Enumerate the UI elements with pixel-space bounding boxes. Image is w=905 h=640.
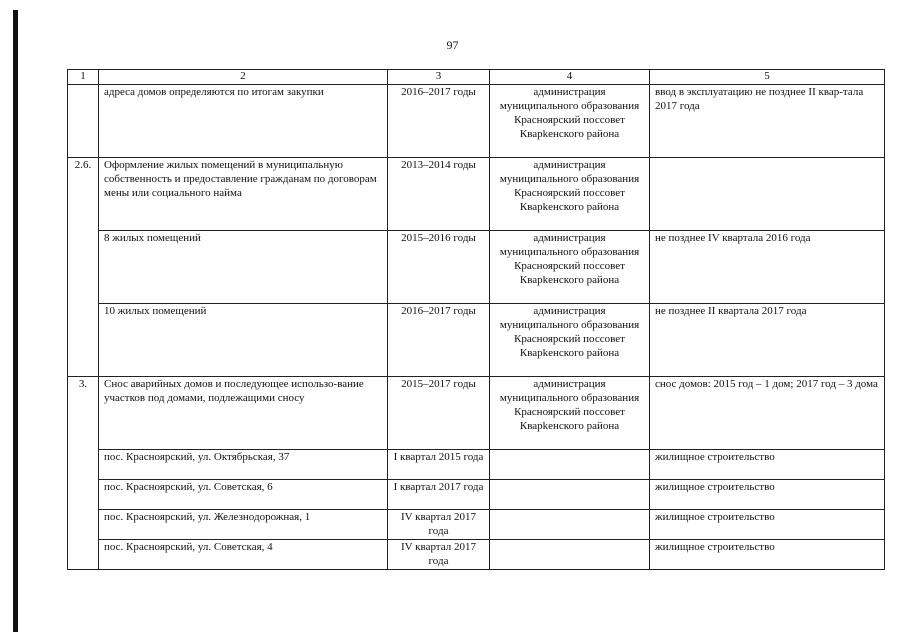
table-row <box>68 377 885 450</box>
row-number <box>68 480 99 510</box>
executor <box>490 450 650 480</box>
row-number <box>68 231 99 304</box>
result: не позднее IV квартала 2016 года <box>650 231 885 304</box>
period: 2016–2017 годы <box>388 304 490 377</box>
period: 2013–2014 годы <box>388 158 490 231</box>
program-table <box>67 69 885 570</box>
measure-name: пос. Красноярский, ул. Советская, 4 <box>99 540 388 570</box>
executor: администрация муниципального образования Красноярский поссовет Кварkенского района <box>490 85 650 158</box>
result: жилищное строительство <box>650 510 885 540</box>
measure-name: пос. Красноярский, ул. Железнодорожная, 1 <box>99 510 388 540</box>
result <box>650 158 885 231</box>
row-number <box>68 540 99 570</box>
measure-name: Оформление жилых помещений в муниципальную собственность и предоставление гражданам по договорам мены или социального найма <box>99 158 388 231</box>
row-number <box>68 450 99 480</box>
header-col-3: 3 <box>388 70 490 85</box>
period: 2015–2017 годы <box>388 377 490 450</box>
period: I квартал 2015 года <box>388 450 490 480</box>
header-col-4: 4 <box>490 70 650 85</box>
period: 2015–2016 годы <box>388 231 490 304</box>
binding-edge-line <box>13 10 18 632</box>
result: ввод в эксплуатацию не позднее II квар-тала 2017 года <box>650 85 885 158</box>
table-row <box>68 158 885 231</box>
executor: администрация муниципального образования Красноярский поссовет Кварkенского района <box>490 231 650 304</box>
table-row <box>68 231 885 304</box>
period: IV квартал 2017 года <box>388 510 490 540</box>
table-row <box>68 304 885 377</box>
table-row <box>68 450 885 480</box>
executor <box>490 510 650 540</box>
measure-name: пос. Красноярский, ул. Советская, 6 <box>99 480 388 510</box>
result: жилищное строительство <box>650 450 885 480</box>
measure-name: Снос аварийных домов и последующее использо-вание участков под домами, подлежащими сносу <box>99 377 388 450</box>
row-number <box>68 85 99 158</box>
executor: администрация муниципального образования Красноярский поссовет Кварkенского района <box>490 304 650 377</box>
result-text: снос домов: 2015 год – 1 дом; 2017 год – 3 дома <box>655 378 878 390</box>
measure-name: 8 жилых помещений <box>99 231 388 304</box>
executor <box>490 540 650 570</box>
header-col-2: 2 <box>99 70 388 85</box>
table-row <box>68 85 885 158</box>
period: I квартал 2017 года <box>388 480 490 510</box>
executor <box>490 480 650 510</box>
table-row <box>68 540 885 570</box>
table-row <box>68 480 885 510</box>
page-number: 97 <box>446 38 459 52</box>
period: 2016–2017 годы <box>388 85 490 158</box>
row-number <box>68 510 99 540</box>
result: жилищное строительство <box>650 540 885 570</box>
executor: администрация муниципального образования Красноярский поссовет Кварkенского района <box>490 158 650 231</box>
result: жилищное строительство <box>650 480 885 510</box>
row-number: 3. <box>68 377 99 450</box>
header-col-1: 1 <box>68 70 99 85</box>
row-number: 2.6. <box>68 158 99 231</box>
result: не позднее II квартала 2017 года <box>650 304 885 377</box>
measure-name: пос. Красноярский, ул. Октябрьская, 37 <box>99 450 388 480</box>
table-row <box>68 510 885 540</box>
result <box>650 377 885 450</box>
executor: администрация муниципального образования Красноярский поссовет Кварkенского района <box>490 377 650 450</box>
period: IV квартал 2017 года <box>388 540 490 570</box>
measure-name: адреса домов определяются по итогам закупки <box>99 85 388 158</box>
header-row <box>68 70 885 85</box>
header-col-5: 5 <box>650 70 885 85</box>
measure-name: 10 жилых помещений <box>99 304 388 377</box>
row-number <box>68 304 99 377</box>
